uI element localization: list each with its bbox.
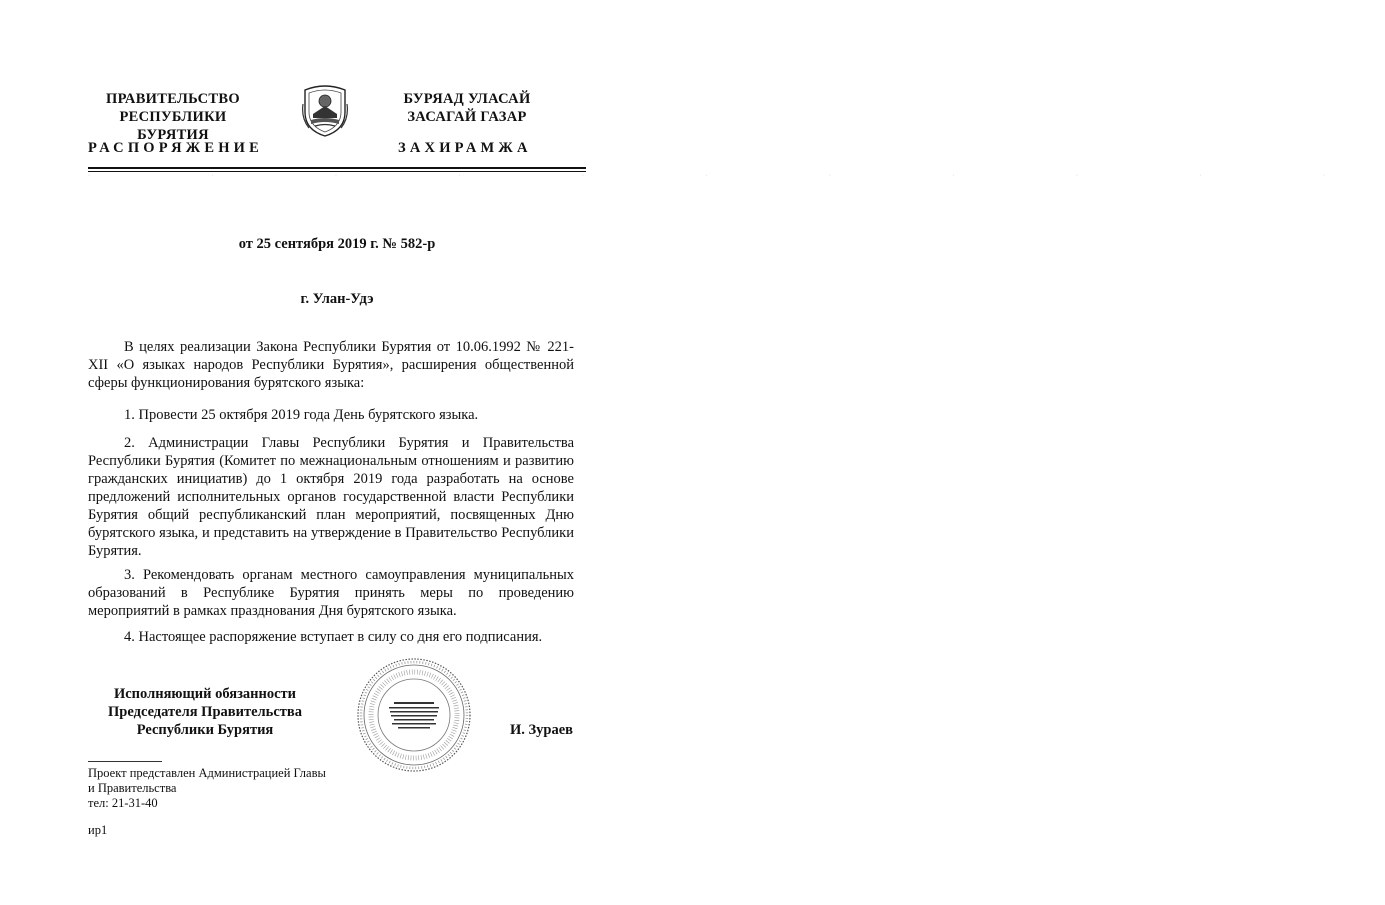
paragraph-item-1 xyxy=(88,406,574,424)
footer-line2: и Правительства xyxy=(88,781,177,795)
header-dotted-line: · · · · · · · · · · · xyxy=(88,173,1385,179)
signatory-title-line3: Республики Бурятия xyxy=(136,722,274,738)
footer-note xyxy=(88,766,388,811)
paragraph-item-3 xyxy=(88,566,574,620)
doc-type-left: РАСПОРЯЖЕНИЕ xyxy=(88,140,264,156)
paragraph-item-4-text: 4. Настоящее распоряжение вступает в силу со дня его подписания. xyxy=(124,629,543,645)
footer-phone: тел: 21-31-40 xyxy=(88,796,158,810)
paragraph-item-4 xyxy=(88,628,574,646)
doc-type-right: ЗАХИРАМЖА xyxy=(398,140,532,156)
footer-line1: Проект представлен Администрацией Главы xyxy=(88,766,326,780)
header-divider-thin xyxy=(88,171,586,172)
header-divider-thick xyxy=(88,167,586,169)
header-left-line2: РЕСПУБЛИКИ БУРЯТИЯ xyxy=(119,109,227,143)
signatory-title xyxy=(95,685,315,739)
paragraph-item-2 xyxy=(88,434,574,560)
header-right-line2: ЗАСАГАЙ ГАЗАР xyxy=(407,109,527,125)
coat-of-arms-emblem xyxy=(301,84,349,138)
signatory-title-line2: Председателя Правительства xyxy=(108,704,302,720)
paragraph-intro-text: В целях реализации Закона Республики Бурятия от 10.06.1992 № 221-XII «О языках народов Республики Бурятия», расширения общественной сферы функционирования бурятского языка: xyxy=(88,339,574,391)
official-stamp xyxy=(356,657,472,773)
signatory-title-line1: Исполняющий обязанности xyxy=(113,686,297,702)
header-right-line1: БУРЯАД УЛАСАЙ xyxy=(403,91,531,107)
date-line: от 25 сентября 2019 г. № 582-р xyxy=(238,236,436,252)
footer-divider xyxy=(88,761,162,762)
paragraph-intro xyxy=(88,338,574,392)
header-left-line1: ПРАВИТЕЛЬСТВО xyxy=(106,91,240,107)
header-right-org xyxy=(392,90,542,126)
paragraph-item-2-text: 2. Администрации Главы Республики Бурятия и Правительства Республики Бурятия (Комитет по межнациональным отношениям и развитию гражданских инициатив) до 1 октября 2019 года разработать на основе предложений исполнительных органов государственной власти Республики Бурятия общий республиканский план мероприятий, посвященных Дню бурятского языка, и представить на утверждение в Правительство Республики Бурятия. xyxy=(88,435,574,559)
city-line: г. Улан-Удэ xyxy=(300,291,374,307)
signatory-name: И. Зураев xyxy=(510,722,574,738)
footer-code: ир1 xyxy=(88,823,108,837)
header-left-org xyxy=(88,90,258,144)
paragraph-item-1-text: 1. Провести 25 октября 2019 года День бурятского языка. xyxy=(124,407,479,423)
paragraph-item-3-text: 3. Рекомендовать органам местного самоуправления муниципальных образований в Республике Бурятия принять меры по проведению мероприятий в рамках празднования Дня бурятского языка. xyxy=(88,567,574,619)
